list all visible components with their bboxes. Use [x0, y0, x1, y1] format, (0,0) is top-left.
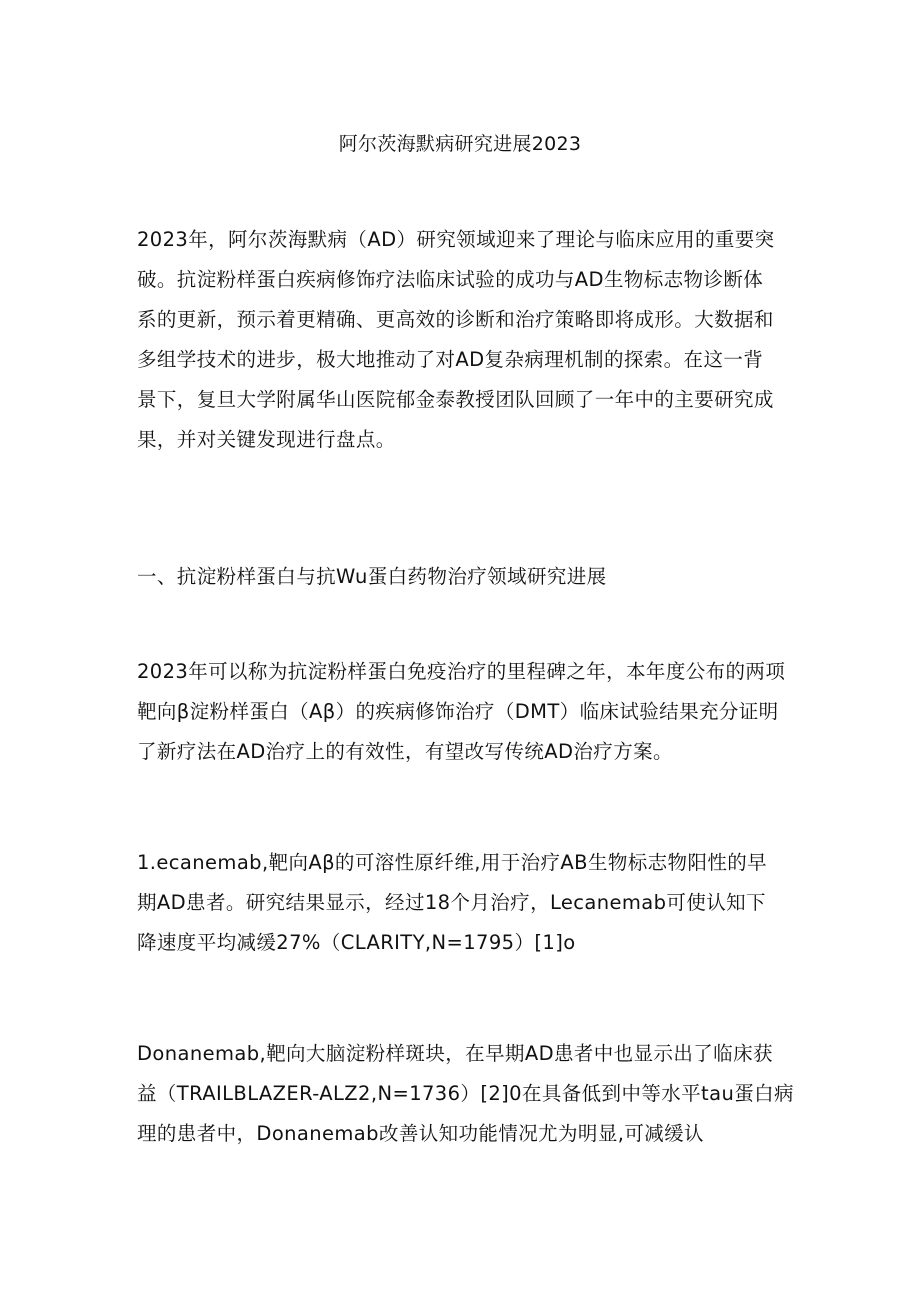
text-line: 了新疗法在AD治疗上的有效性，有望改写传统AD治疗方案。 [137, 740, 673, 763]
text-line: 破。抗淀粉样蛋白疾病修饰疗法临床试验的成功与AD生物标志物诊断体 [137, 268, 764, 291]
text-line: 靶向β淀粉样蛋白（Aβ）的疾病修饰治疗（DMT）临床试验结果充分证明 [137, 700, 779, 723]
text-line: 1.ecanemab,靶向Aβ的可溶性原纤维,用于治疗AB生物标志物阳性的早 [137, 851, 768, 874]
lecanemab-paragraph [137, 843, 789, 963]
text-line: 2023年，阿尔茨海默病（AD）研究领域迎来了理论与临床应用的重要突 [137, 228, 775, 251]
text-line: 2023年可以称为抗淀粉样蛋白免疫治疗的里程碑之年，本年度公布的两项 [137, 660, 786, 683]
text-line: 系的更新，预示着更精确、更高效的诊断和治疗策略即将成形。大数据和 [137, 308, 774, 331]
text-line: 期AD患者。研究结果显示，经过18个月治疗，Lecanemab可使认知下 [137, 891, 766, 914]
text-line: 多组学技术的进步，极大地推动了对AD复杂病理机制的探索。在这一背 [137, 348, 764, 371]
section-paragraph [137, 652, 789, 772]
section-heading-text: 一、抗淀粉样蛋白与抗Wu蛋白药物治疗领域研究进展 [137, 565, 607, 588]
intro-paragraph [137, 220, 789, 460]
text-line: 景下，复旦大学附属华山医院郁金泰教授团队回顾了一年中的主要研究成 [137, 388, 774, 411]
text-line: 理的患者中，Donanemab改善认知功能情况尤为明显,可减缓认 [137, 1122, 704, 1145]
document-title: 阿尔茨海默病研究进展2023 [338, 133, 582, 155]
text-line: 降速度平均减缓27%（CLARITY,N=1795）[1]o [137, 931, 576, 954]
text-line: 果，并对关键发现进行盘点。 [137, 428, 396, 451]
text-line: 益（TRAILBLAZER-ALZ2,N=1736）[2]0在具备低到中等水平tau蛋白病 [137, 1082, 794, 1105]
text-line: Donanemab,靶向大脑淀粉样斑块，在早期AD患者中也显示出了临床获 [137, 1042, 773, 1065]
section-heading [137, 557, 789, 597]
donanemab-paragraph [137, 1034, 794, 1154]
